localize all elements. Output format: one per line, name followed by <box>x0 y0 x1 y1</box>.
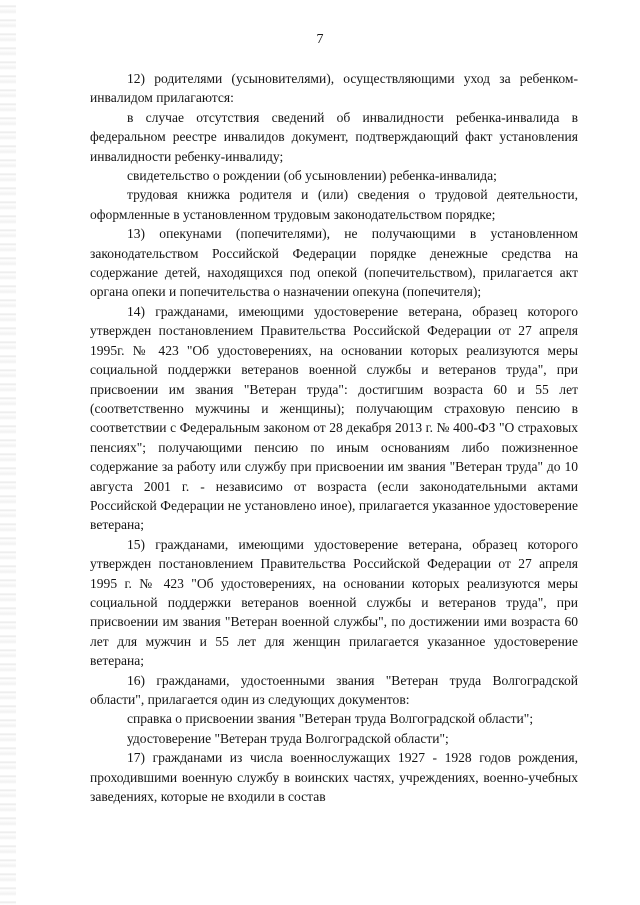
paragraph-16-item-udostoverenie: удостоверение "Ветеран труда Волгоградской области"; <box>127 730 449 746</box>
paragraph-17: 17) гражданами из числа военнослужащих 1927 - 1928 годов рождения, проходившими военную службу в воинских частях, учреждениях, военно-учебных заведениях, которые не входили в состав <box>90 750 578 805</box>
document-body <box>90 69 578 806</box>
paragraph-12-item-workbook: трудовая книжка родителя и (или) сведения о трудовой деятельности, оформленные в установленном трудовым законодательством порядке; <box>90 187 578 222</box>
paragraph-14: 14) гражданами, имеющими удостоверение ветерана, образец которого утвержден постановлением Правительства Российской Федерации от 27 апреля 1995г. № 423 "Об удостоверениях, на основании которых реализуются меры социальной поддержки ветеранов военной службы и ветеранов труда", при присвоении им звания "Ветеран труда": достигшим возраста 60 и 55 лет (соответственно мужчины и женщины); получающим страховую пенсию в соответствии с Федеральным законом от 28 декабря 2013 г. № 400-ФЗ "О страховых пенсиях"; получающими пенсию по иным основаниям либо пожизненное содержание за работу или службу при присвоении им звания "Ветеран труда" до 10 августа 2001 г. - независимо от возраста (если законодательными актами Российской Федерации не установлено иное), прилагается указанное удостоверение ветерана; <box>90 303 578 533</box>
paragraph-13: 13) опекунами (попечителями), не получающими в установленном законодательством Российской Федерации порядке денежные средства на содержание детей, находящихся под опекой (попечительством), прилагается акт органа опеки и попечительства о назначении опекуна (попечителя); <box>90 226 578 300</box>
paragraph-16-item-spravka: справка о присвоении звания "Ветеран труда Волгоградской области"; <box>127 711 534 727</box>
paragraph-16: 16) гражданами, удостоенными звания "Ветеран труда Волгоградской области", прилагается один из следующих документов: <box>90 672 578 707</box>
paragraph-12-item-certificate: свидетельство о рождении (об усыновлении) ребенка-инвалида; <box>127 168 497 184</box>
paragraph-15: 15) гражданами, имеющими удостоверение ветерана, образец которого утвержден постановлением Правительства Российской Федерации от 27 апреля 1995 г. № 423 "Об удостоверениях, на основании которых реализуются меры социальной поддержки ветеранов военной службы и ветеранов труда", при присвоении им звания "Ветеран военной службы", по достижении ими возраста 60 лет для мужчин и 55 лет для женщин прилагается указанное удостоверение ветерана; <box>90 536 578 669</box>
paragraph-12-item-reestr: в случае отсутствия сведений об инвалидности ребенка-инвалида в федеральном реестре инвалидов документ, подтверждающий факт установления инвалидности ребенку-инвалиду; <box>90 109 578 164</box>
paragraph-12: 12) родителями (усыновителями), осуществляющими уход за ребенком-инвалидом прилагаются: <box>90 71 578 106</box>
page-number: 7 <box>316 32 324 47</box>
scan-edge-artifact <box>0 0 16 905</box>
